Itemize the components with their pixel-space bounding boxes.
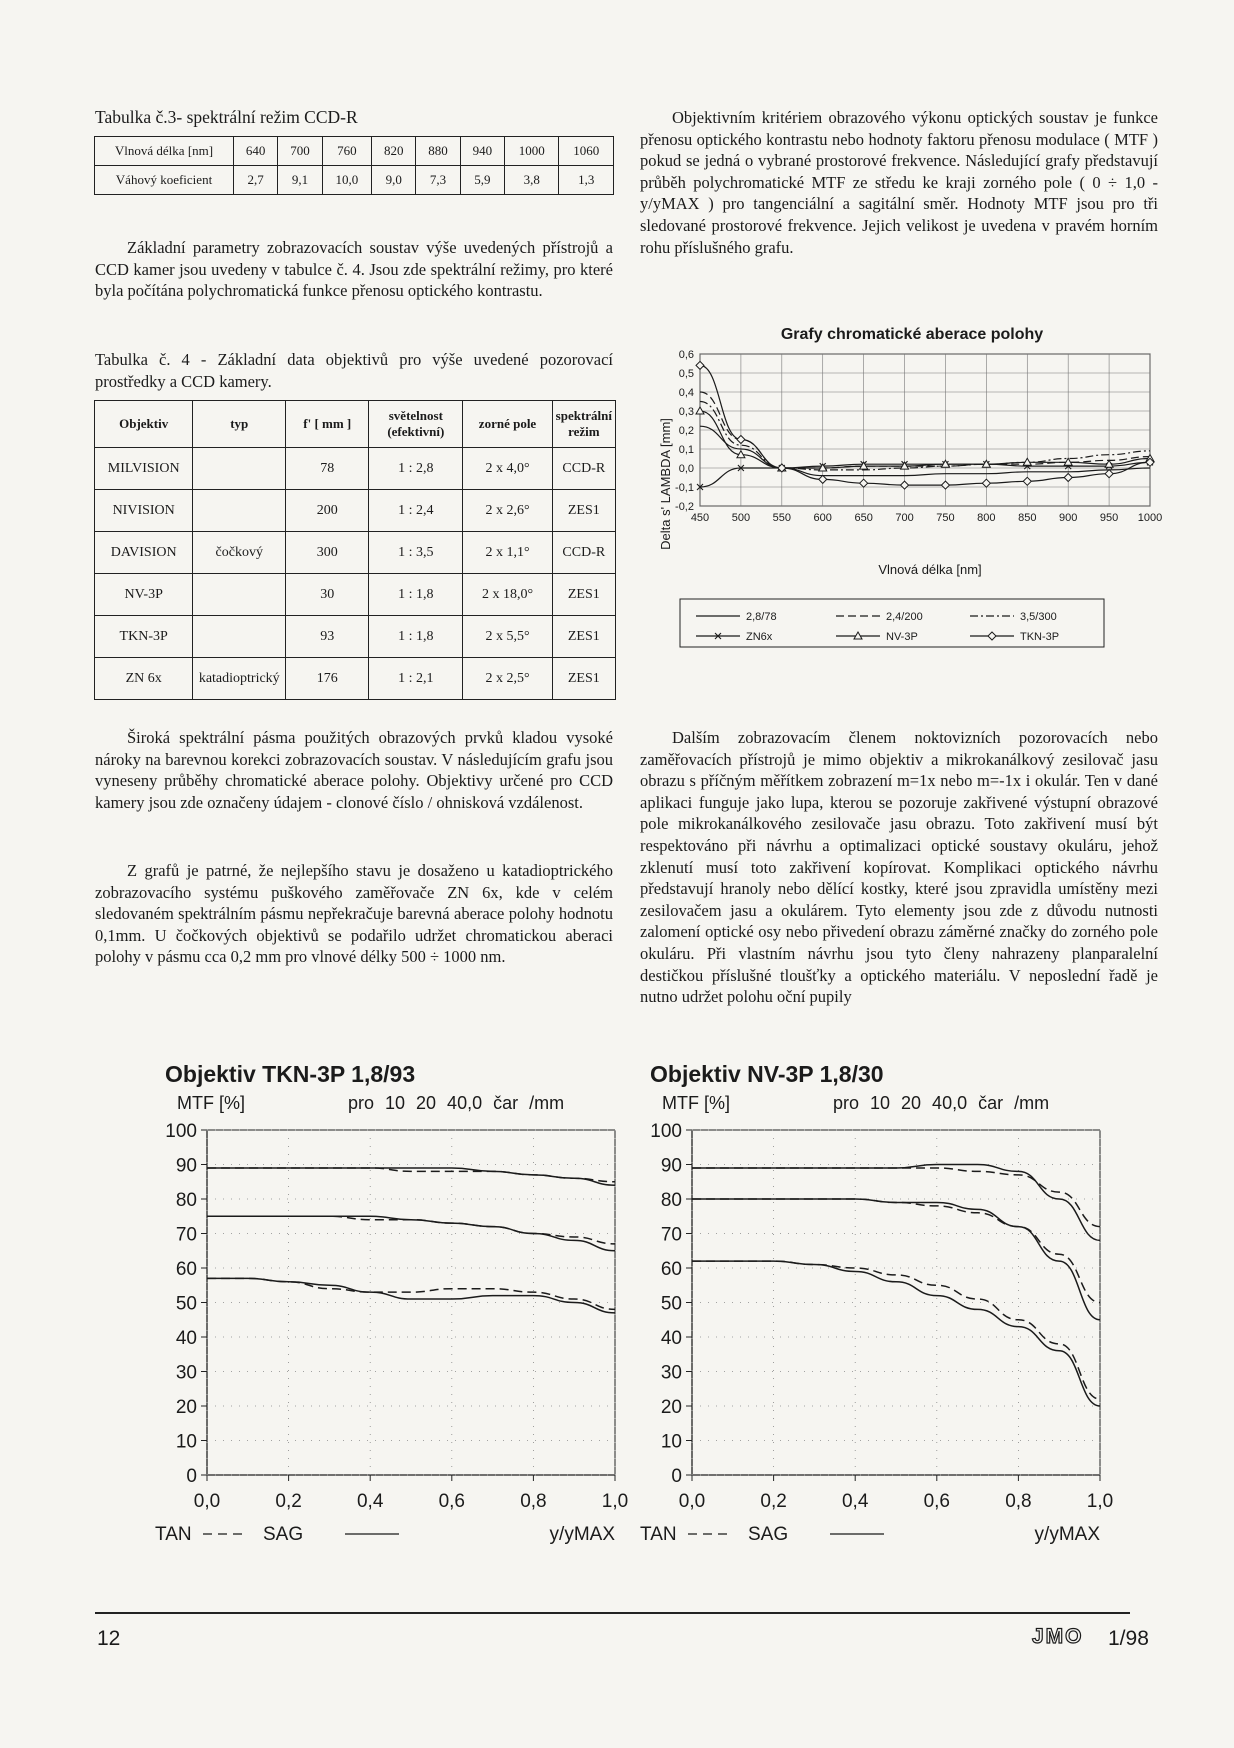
table-cell: 78 xyxy=(286,448,369,490)
y-tick-label: 90 xyxy=(660,1155,682,1177)
table-row xyxy=(95,616,616,658)
table-cell: 1060 xyxy=(559,137,614,166)
issue-number: 1/98 xyxy=(1108,1627,1149,1650)
table-cell: 2 x 18,0° xyxy=(463,574,552,616)
y-tick-label: -0,2 xyxy=(675,501,694,513)
table-cell: NIVISION xyxy=(95,490,193,532)
mtf-curve xyxy=(207,1168,615,1182)
table-cell: DAVISION xyxy=(95,532,193,574)
table-header: světelnost (efektivní) xyxy=(369,401,463,448)
table-cell: 2 x 1,1° xyxy=(463,532,552,574)
y-tick-label: -0,1 xyxy=(675,482,694,494)
left-paragraph-2: Široká spektrální pásma použitých obrazových prvků kladou vysoké nároky na barevnou korekci zobrazovacích soustav. V následujícím grafu jsou vyneseny průběhy chromatické aberace polohy. Objektivy určené pro CCD kamery jsou zde označeny údajem - clonové číslo / ohnisková vzdálenost. xyxy=(95,728,613,812)
series-marker xyxy=(696,361,704,369)
series-line xyxy=(700,411,1150,468)
table-cell: čočkový xyxy=(193,532,286,574)
series-marker xyxy=(696,407,704,414)
x-tick-label: 600 xyxy=(813,512,832,524)
series-marker xyxy=(901,481,909,489)
x-tick-label: 450 xyxy=(690,512,710,524)
footer-rule xyxy=(95,1612,1130,1614)
mtf-curve xyxy=(692,1199,1100,1303)
series-marker xyxy=(819,475,827,483)
x-tick-label: 0,4 xyxy=(356,1491,384,1512)
table-header: f' [ mm ] xyxy=(286,401,369,448)
table-cell: 1 : 2,1 xyxy=(369,658,463,700)
mtf-curve xyxy=(207,1216,615,1244)
x-tick-label: 0,4 xyxy=(841,1491,869,1512)
mtf-curve xyxy=(207,1278,615,1309)
table3 xyxy=(94,136,614,195)
y-tick-label: 0 xyxy=(671,1466,682,1487)
x-tick-label: 700 xyxy=(895,512,914,524)
table-cell: 5,9 xyxy=(460,166,504,195)
table-cell: 176 xyxy=(286,658,369,700)
x-tick-label: 900 xyxy=(1059,512,1078,524)
table-cell: 10,0 xyxy=(322,166,371,195)
x-tick-label: 500 xyxy=(731,512,751,524)
table-row xyxy=(95,658,616,700)
table-cell: ZES1 xyxy=(552,616,615,658)
y-tick-label: 100 xyxy=(650,1121,682,1142)
chart-mtf-nv3p xyxy=(640,1060,1114,1580)
table-cell: 93 xyxy=(286,616,369,658)
x-axis-label: y/yMAX xyxy=(1034,1524,1100,1545)
y-tick-label: 0,6 xyxy=(678,349,694,361)
table-cell: 2 x 2,6° xyxy=(463,490,552,532)
page-number: 12 xyxy=(97,1627,121,1650)
table-cell xyxy=(193,490,286,532)
x-tick-label: 550 xyxy=(772,512,791,524)
table4-caption: Tabulka č. 4 - Základní data objektivů pro výše uvedené pozorovací prostředky a CCD kamery. xyxy=(95,350,613,391)
x-tick-label: 0,0 xyxy=(678,1491,706,1512)
table-cell: 200 xyxy=(286,490,369,532)
mtf-curve xyxy=(207,1168,615,1185)
legend-label: 3,5/300 xyxy=(1020,611,1057,623)
table-row xyxy=(95,137,614,166)
table-cell: 1 : 2,4 xyxy=(369,490,463,532)
legend-sag-label: SAG xyxy=(263,1524,304,1545)
table-cell: katadioptrický xyxy=(193,658,286,700)
table-cell: 1000 xyxy=(505,137,559,166)
right-paragraph-1: Objektivním kritériem obrazového výkonu optických soustav je funkce přenosu optického kontrastu nebo hodnoty faktoru přenosu modulace ( MTF ) pokud se jedná o vybrané prostorové frekvence. Následující grafy představují průběh polychromatické MTF ze středu ke kraji zorného pole ( 0 ÷ 1,0 - y/yMAX ) pro tangenciální a sagitální směr. Hodnoty MTF jsou pro tři sledované prostorové frekvence. Jejich velikost je uvedena v pravém horním rohu příslušného grafu. xyxy=(640,108,1158,257)
chart-title: Grafy chromatické aberace polohy xyxy=(780,326,1044,343)
table-row xyxy=(95,490,616,532)
series-marker xyxy=(1064,474,1072,482)
table4 xyxy=(94,400,616,700)
y-tick-label: 30 xyxy=(660,1362,682,1384)
table-cell: 1 : 1,8 xyxy=(369,574,463,616)
x-tick-label: 0,2 xyxy=(275,1491,302,1512)
left-paragraph-3: Z grafů je patrné, že nejlepšího stavu je dosaženo u katadioptrického zobrazovacího systému puškového zaměřovače ZN 6x, kde v celém sledovaném spektrálním pásmu nepřekračuje barevná aberace polohy hodnotu 0,1mm. U čočkových objektivů se podařilo udržet chromatickou aberaci polohy v pásmu cca 0,2 mm pro vlnové délky 500 ÷ 1000 nm. xyxy=(95,861,613,967)
table-cell: CCD-R xyxy=(552,448,615,490)
table-cell: Vlnová délka [nm] xyxy=(95,137,234,166)
jmo-logo: JMO xyxy=(1032,1625,1084,1648)
table-cell: 9,0 xyxy=(372,166,416,195)
legend-label: TKN-3P xyxy=(1020,631,1060,643)
table3-caption: Tabulka č.3- spektrální režim CCD-R xyxy=(95,107,358,127)
legend-tan-label: TAN xyxy=(155,1524,192,1545)
y-tick-label: 90 xyxy=(175,1155,197,1177)
x-tick-label: 650 xyxy=(854,512,873,524)
table-cell: 2 x 2,5° xyxy=(463,658,552,700)
left-paragraph-1: Základní parametry zobrazovacích soustav výše uvedených přístrojů a CCD kamer jsou uvedeny v tabulce č. 4. Jsou zde spektrální režimy, pro které byla počítána polychromatická funkce přenosu optického kontrastu. xyxy=(95,238,613,301)
table-cell: ZES1 xyxy=(552,574,615,616)
y-tick-label: 0,3 xyxy=(678,406,694,418)
chart-mtf-tkn3p xyxy=(155,1060,629,1580)
series-marker xyxy=(988,632,996,640)
table-cell: TKN-3P xyxy=(95,616,193,658)
mtf-curve xyxy=(207,1216,615,1251)
table-cell: ZES1 xyxy=(552,490,615,532)
y-tick-label: 0,5 xyxy=(678,368,694,380)
y-tick-label: 80 xyxy=(660,1190,682,1211)
y-axis-label: MTF [%] xyxy=(177,1093,245,1113)
chart-title: Objektiv NV-3P 1,8/30 xyxy=(650,1061,884,1087)
y-tick-label: 30 xyxy=(175,1362,197,1384)
y-tick-label: 0,1 xyxy=(678,444,694,456)
table-cell: 700 xyxy=(278,137,322,166)
frequency-label: pro 10 20 40,0 čar /mm xyxy=(348,1093,565,1113)
table-header: zorné pole xyxy=(463,401,552,448)
series-marker xyxy=(737,436,745,444)
legend-tan-label: TAN xyxy=(640,1524,677,1545)
x-axis-label: Vlnová délka [nm] xyxy=(878,562,982,577)
table-cell: 880 xyxy=(416,137,460,166)
table-cell: ZN 6x xyxy=(95,658,193,700)
table-cell: 9,1 xyxy=(278,166,322,195)
table-row xyxy=(95,532,616,574)
series-marker xyxy=(941,481,949,489)
y-tick-label: 50 xyxy=(660,1293,682,1315)
legend-sag-label: SAG xyxy=(748,1524,789,1545)
table-row xyxy=(95,448,616,490)
x-tick-label: 950 xyxy=(1099,512,1119,524)
table-cell: 7,3 xyxy=(416,166,460,195)
table-header-row xyxy=(95,401,616,448)
y-tick-label: 0,4 xyxy=(678,387,694,399)
table-cell: 760 xyxy=(322,137,371,166)
x-tick-label: 0,0 xyxy=(193,1491,221,1512)
table-cell: 820 xyxy=(372,137,416,166)
table-cell: NV-3P xyxy=(95,574,193,616)
y-tick-label: 0,2 xyxy=(678,425,694,437)
mtf-curve xyxy=(692,1261,1100,1406)
table-cell xyxy=(193,448,286,490)
table-cell: 940 xyxy=(460,137,504,166)
y-tick-label: 70 xyxy=(175,1224,197,1246)
series-marker xyxy=(982,479,990,487)
x-tick-label: 1,0 xyxy=(1086,1491,1114,1512)
legend-label: NV-3P xyxy=(886,631,918,643)
mtf-curve xyxy=(207,1278,615,1313)
chart-chromatic-aberration xyxy=(640,318,1163,658)
x-tick-label: 0,6 xyxy=(438,1491,466,1512)
y-tick-label: 80 xyxy=(175,1190,197,1211)
series-line xyxy=(700,365,1150,485)
series-marker xyxy=(1023,477,1031,485)
table-cell: 640 xyxy=(234,137,278,166)
table-cell: 2 x 4,0° xyxy=(463,448,552,490)
legend-label: ZN6x xyxy=(746,631,773,643)
x-tick-label: 1000 xyxy=(1137,512,1163,524)
y-tick-label: 40 xyxy=(660,1328,682,1349)
series-marker xyxy=(860,479,868,487)
table-cell: ZES1 xyxy=(552,658,615,700)
y-tick-label: 40 xyxy=(175,1328,197,1349)
table-header: Objektiv xyxy=(95,401,193,448)
x-tick-label: 800 xyxy=(977,512,996,524)
x-tick-label: 0,8 xyxy=(520,1491,547,1512)
y-tick-label: 100 xyxy=(165,1121,197,1142)
x-tick-label: 850 xyxy=(1018,512,1037,524)
x-tick-label: 0,6 xyxy=(923,1491,951,1512)
right-paragraph-2: Dalším zobrazovacím členem noktovizních pozorovacích nebo zaměřovacích přístrojů je mimo objektiv a mikrokanálkový zesilovač jasu obrazu s příčným měřítkem zobrazení m=1x nebo m=-1x i okulár. Ten v dané aplikaci funguje jako lupa, kterou se pozoruje zakřivené výstupní obrazové pole mikrokanálkového zesilovače jasu obrazu. Toto zakřivení musí být respektováno při návrhu a optimalizaci optické soustavy okuláru, jehož zklenutí musí toto zakřivení kopírovat. Komplikaci optického návrhu představují hranoly nebo dělící kostky, které jsou zpravidla umístěny mezi zesilovačem jasu a okulárem. Tyto elementy jsou zde z důvodu nutnosti zalomení optické osy nebo přivedení obrazu záměrné značky do zorného pole okuláru. Při vlastním návrhu jsou tyto členy nahrazeny planparalelní destičkou příslušné tloušťky a optického materiálu. V neposlední řadě je nutno udržet polohu oční pupily xyxy=(640,728,1158,1007)
y-axis-label: MTF [%] xyxy=(662,1093,730,1113)
mtf-curve xyxy=(692,1168,1100,1227)
table-cell xyxy=(193,574,286,616)
table-cell: Váhový koeficient xyxy=(95,166,234,195)
x-tick-label: 0,8 xyxy=(1005,1491,1032,1512)
frequency-label: pro 10 20 40,0 čar /mm xyxy=(833,1093,1050,1113)
table-cell: 1 : 1,8 xyxy=(369,616,463,658)
y-tick-label: 20 xyxy=(175,1397,197,1418)
table-cell: 30 xyxy=(286,574,369,616)
table-row xyxy=(95,574,616,616)
table-header: spektrální režim xyxy=(552,401,615,448)
x-tick-label: 750 xyxy=(936,512,955,524)
table-cell: CCD-R xyxy=(552,532,615,574)
table-cell: 2 x 5,5° xyxy=(463,616,552,658)
y-tick-label: 60 xyxy=(660,1259,682,1280)
series-line xyxy=(700,402,1150,470)
x-tick-label: 0,2 xyxy=(760,1491,787,1512)
table-cell: MILVISION xyxy=(95,448,193,490)
table-cell: 3,8 xyxy=(505,166,559,195)
y-tick-label: 70 xyxy=(660,1224,682,1246)
y-tick-label: 10 xyxy=(175,1431,197,1453)
x-axis-label: y/yMAX xyxy=(549,1524,615,1545)
table-cell: 1 : 2,8 xyxy=(369,448,463,490)
mtf-curve xyxy=(692,1199,1100,1320)
table-row xyxy=(95,166,614,195)
y-axis-label: Delta s' LAMBDA [mm] xyxy=(658,418,673,550)
y-tick-label: 0 xyxy=(186,1466,197,1487)
table-cell xyxy=(193,616,286,658)
y-tick-label: 10 xyxy=(660,1431,682,1453)
table-cell: 1 : 3,5 xyxy=(369,532,463,574)
y-tick-label: 0,0 xyxy=(678,463,694,475)
y-tick-label: 60 xyxy=(175,1259,197,1280)
table-cell: 300 xyxy=(286,532,369,574)
table-cell: 1,3 xyxy=(559,166,614,195)
legend-label: 2,8/78 xyxy=(746,611,777,623)
y-tick-label: 20 xyxy=(660,1397,682,1418)
table-cell: 2,7 xyxy=(234,166,278,195)
table-header: typ xyxy=(193,401,286,448)
series-marker xyxy=(1105,470,1113,478)
y-tick-label: 50 xyxy=(175,1293,197,1315)
chart-title: Objektiv TKN-3P 1,8/93 xyxy=(165,1061,416,1087)
x-tick-label: 1,0 xyxy=(601,1491,629,1512)
legend-label: 2,4/200 xyxy=(886,611,923,623)
